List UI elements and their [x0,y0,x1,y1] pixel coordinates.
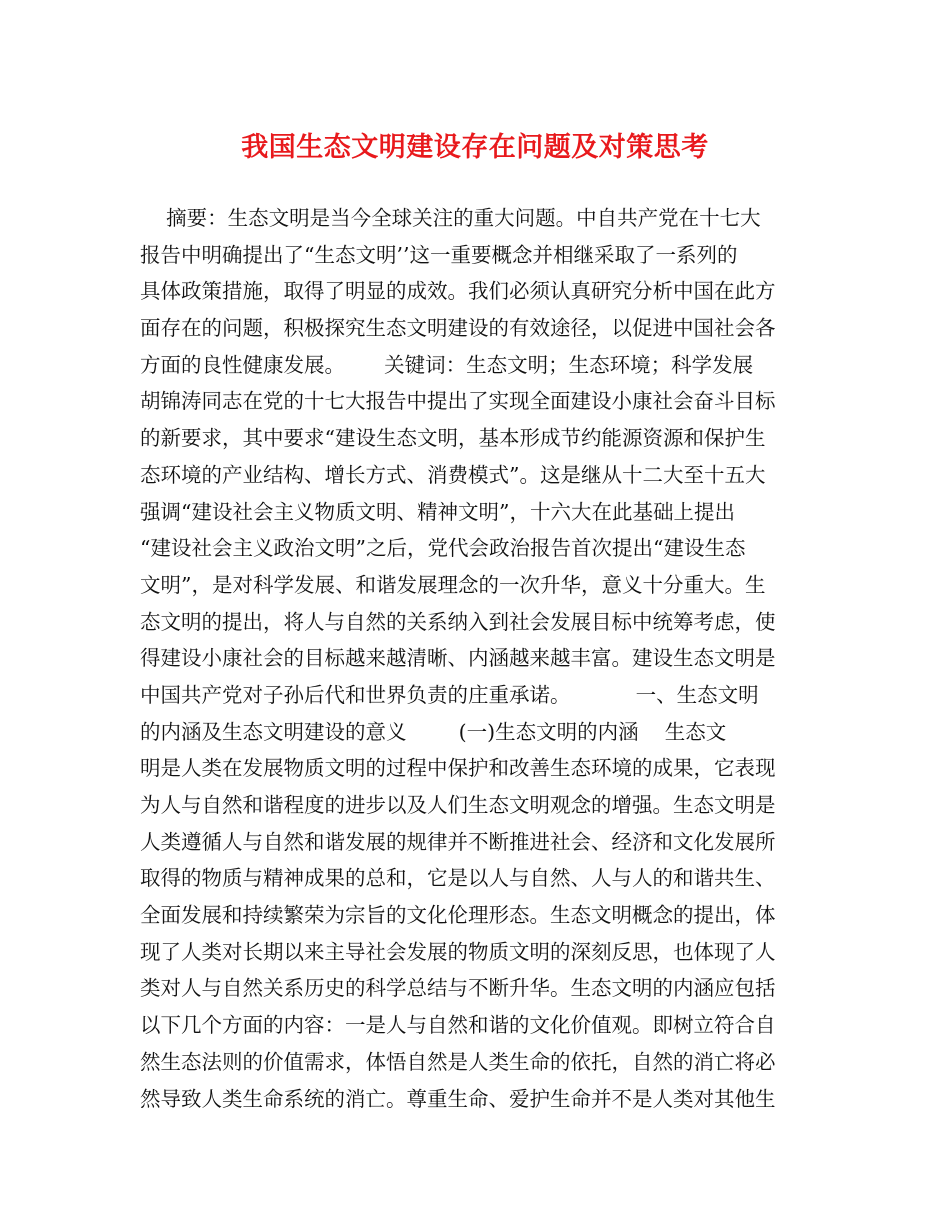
body-line: 取得的物质与精神成果的总和，它是以人与自然、人与人的和谐共生、 [140,866,776,891]
body-line: “建设社会主义政治文明”之后，党代会政治报告首次提出“建设生态 [140,536,746,561]
body-line: 态文明的提出，将人与自然的关系纳入到社会发展目标中统筹考虑，使 [140,609,776,634]
body-line: 文明”，是对科学发展、和谐发展理念的一次升华，意义十分重大。生 [140,572,766,597]
body-line: 面存在的问题，积极探究生态文明建设的有效途径，以促进中国社会各 [140,316,776,341]
body-line: 中国共产党对子孙后代和世界负责的庄重承诺。 一、生态文明 [140,682,759,707]
body-line: 态环境的产业结构、增长方式、消费模式”。这是继从十二大至十五大 [140,462,766,487]
body-line: 胡锦涛同志在党的十七大报告中提出了实现全面建设小康社会奋斗目标 [140,389,776,414]
body-line: 的内涵及生态文明建设的意义 (一)生态文明的内涵 生态文 [140,719,727,744]
body-line: 以下几个方面的内容：一是人与自然和谐的文化价值观。即树立符合自 [140,1013,776,1038]
body-line: 强调“建设社会主义物质文明、精神文明”，十六大在此基础上提出 [140,499,735,524]
body-line: 人类遵循人与自然和谐发展的规律并不断推进社会、经济和文化发展所 [140,829,776,854]
body-line: 的新要求，其中要求“建设生态文明，基本形成节约能源资源和保护生 [140,426,766,451]
body-line: 然导致人类生命系统的消亡。尊重生命、爱护生命并不是人类对其他生 [140,1086,776,1111]
body-line: 为人与自然和谐程度的进步以及人们生态文明观念的增强。生态文明是 [140,793,776,817]
body-line: 报告中明确提出了“生态文明’’这一重要概念并相继采取了一系列的 [140,242,738,267]
body-line: 得建设小康社会的目标越来越清晰、内涵越来越丰富。建设生态文明是 [140,646,776,671]
document-body [140,200,820,1117]
document-title: 我国生态文明建设存在问题及对策思考 [241,132,709,163]
body-line: 明是人类在发展物质文明的过程中保护和改善生态环境的成果，它表现 [140,756,776,781]
body-line: 现了人类对长期以来主导社会发展的物质文明的深刻反思，也体现了人 [140,939,776,964]
body-line: 具体政策措施，取得了明显的成效。我们必须认真研究分析中国在此方 [140,279,776,304]
body-line: 然生态法则的价值需求，体悟自然是人类生命的依托，自然的消亡将必 [140,1049,776,1074]
body-line: 全面发展和持续繁荣为宗旨的文化伦理形态。生态文明概念的提出，体 [140,903,776,928]
body-line: 方面的良性健康发展。 关键词：生态文明；生态环境；科学发展 [140,352,754,377]
body-line: 摘要：生态文明是当今全球关注的重大问题。中自共产党在十七大 [140,206,761,230]
body-line: 类对人与自然关系历史的科学总结与不断升华。生态文明的内涵应包括 [140,976,776,1001]
